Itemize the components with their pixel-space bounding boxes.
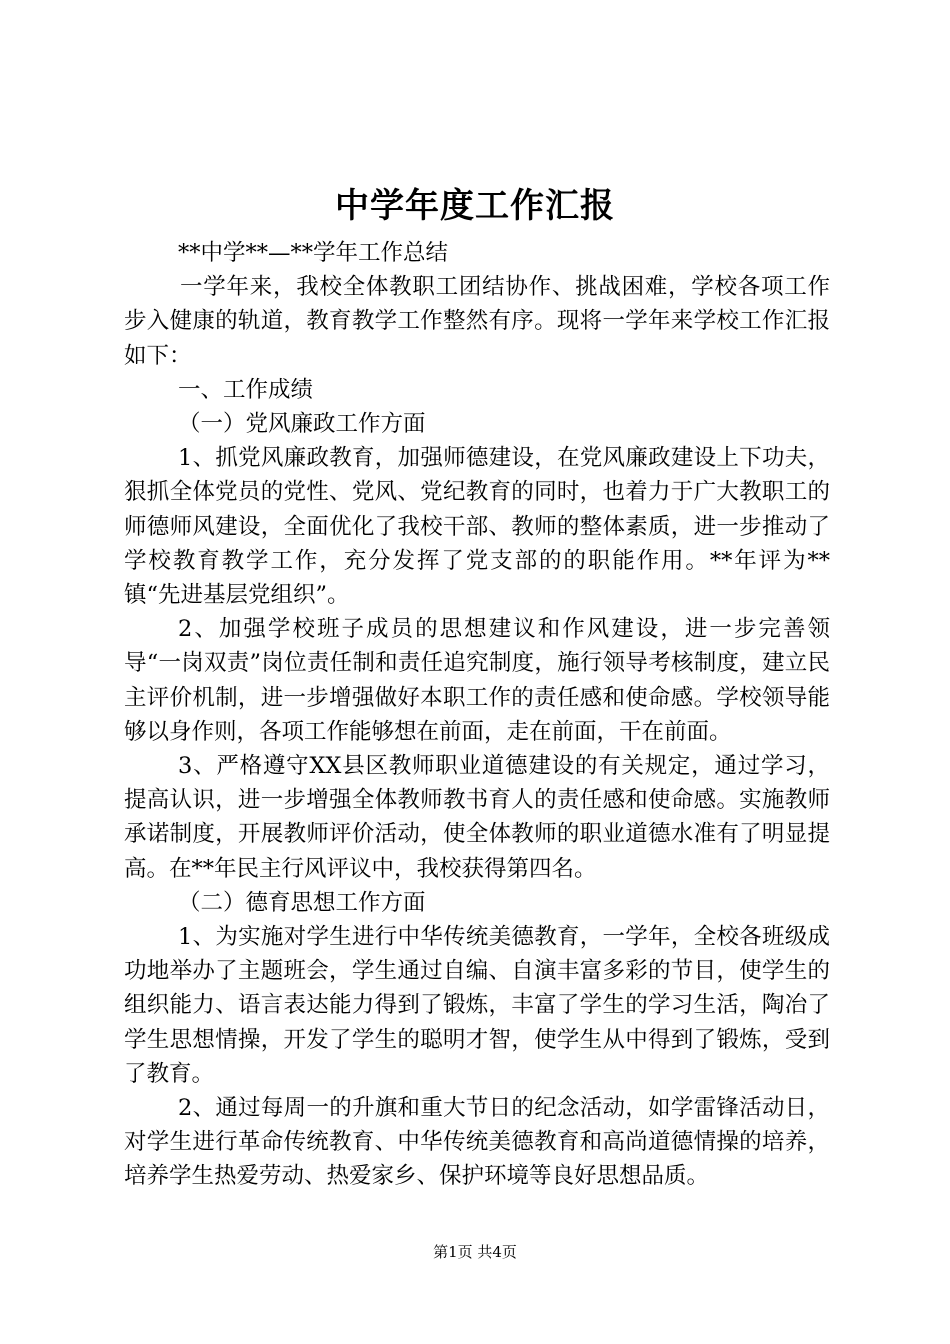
document-subtitle: **中学**—**学年工作总结 [178,240,449,266]
document-body [124,236,830,1194]
paragraph-item-2: 2、加强学校班子成员的思想建议和作风建设，进一步完善领导“一岗双责”岗位责任制和责任追究制度，施行领导考核制度，建立民主评价机制，进一步增强做好本职工作的责任感和使命感。学校领导能够以身作则，各项工作能够想在前面，走在前面，干在前面。 [124,616,830,745]
section-heading-achievements: 一、工作成绩 [178,376,314,403]
paragraph-item-5: 2、通过每周一的升旗和重大节日的纪念活动，如学雷锋活动日，对学生进行革命传统教育、中华传统美德教育和高尚道德情操的培养，培养学生热爱劳动、热爱家乡、保护环境等良好思想品质。 [124,1095,830,1190]
intro-paragraph: 一学年来，我校全体教职工团结协作、挑战困难，学校各项工作步入健康的轨道，教育教学工作整然有序。现将一学年来学校工作汇报如下： [124,274,830,369]
paragraph-item-1: 1、抓党风廉政教育，加强师德建设，在党风廉政建设上下功夫，狠抓全体党员的党性、党风、党纪教育的同时，也着力于广大教职工的师德师风建设，全面优化了我校干部、教师的整体素质，进一步推动了学校教育教学工作，充分发挥了党支部的的职能作用。**年评为**镇“先进基层党组织”。 [124,445,830,609]
paragraph-item-3: 3、严格遵守XX县区教师职业道德建设的有关规定，通过学习，提高认识，进一步增强全体教师教书育人的责任感和使命感。实施教师承诺制度，开展教师评价活动，使全体教师的职业道德水准有了明显提高。在**年民主行风评议中，我校获得第四名。 [124,753,830,882]
subsection-heading-moral-education: （二）德育思想工作方面 [178,889,426,916]
paragraph-item-4: 1、为实施对学生进行中华传统美德教育，一学年，全校各班级成功地举办了主题班会，学生通过自编、自演丰富多彩的节目，使学生的组织能力、语言表达能力得到了锻炼，丰富了学生的学习生活，陶冶了学生思想情操，开发了学生的聪明才智，使学生从中得到了锻炼，受到了教育。 [124,924,830,1087]
subsection-heading-party-integrity: （一）党风廉政工作方面 [178,411,426,438]
page-footer: 第1页 共4页 [433,1243,517,1261]
document-title: 中学年度工作汇报 [335,186,615,226]
